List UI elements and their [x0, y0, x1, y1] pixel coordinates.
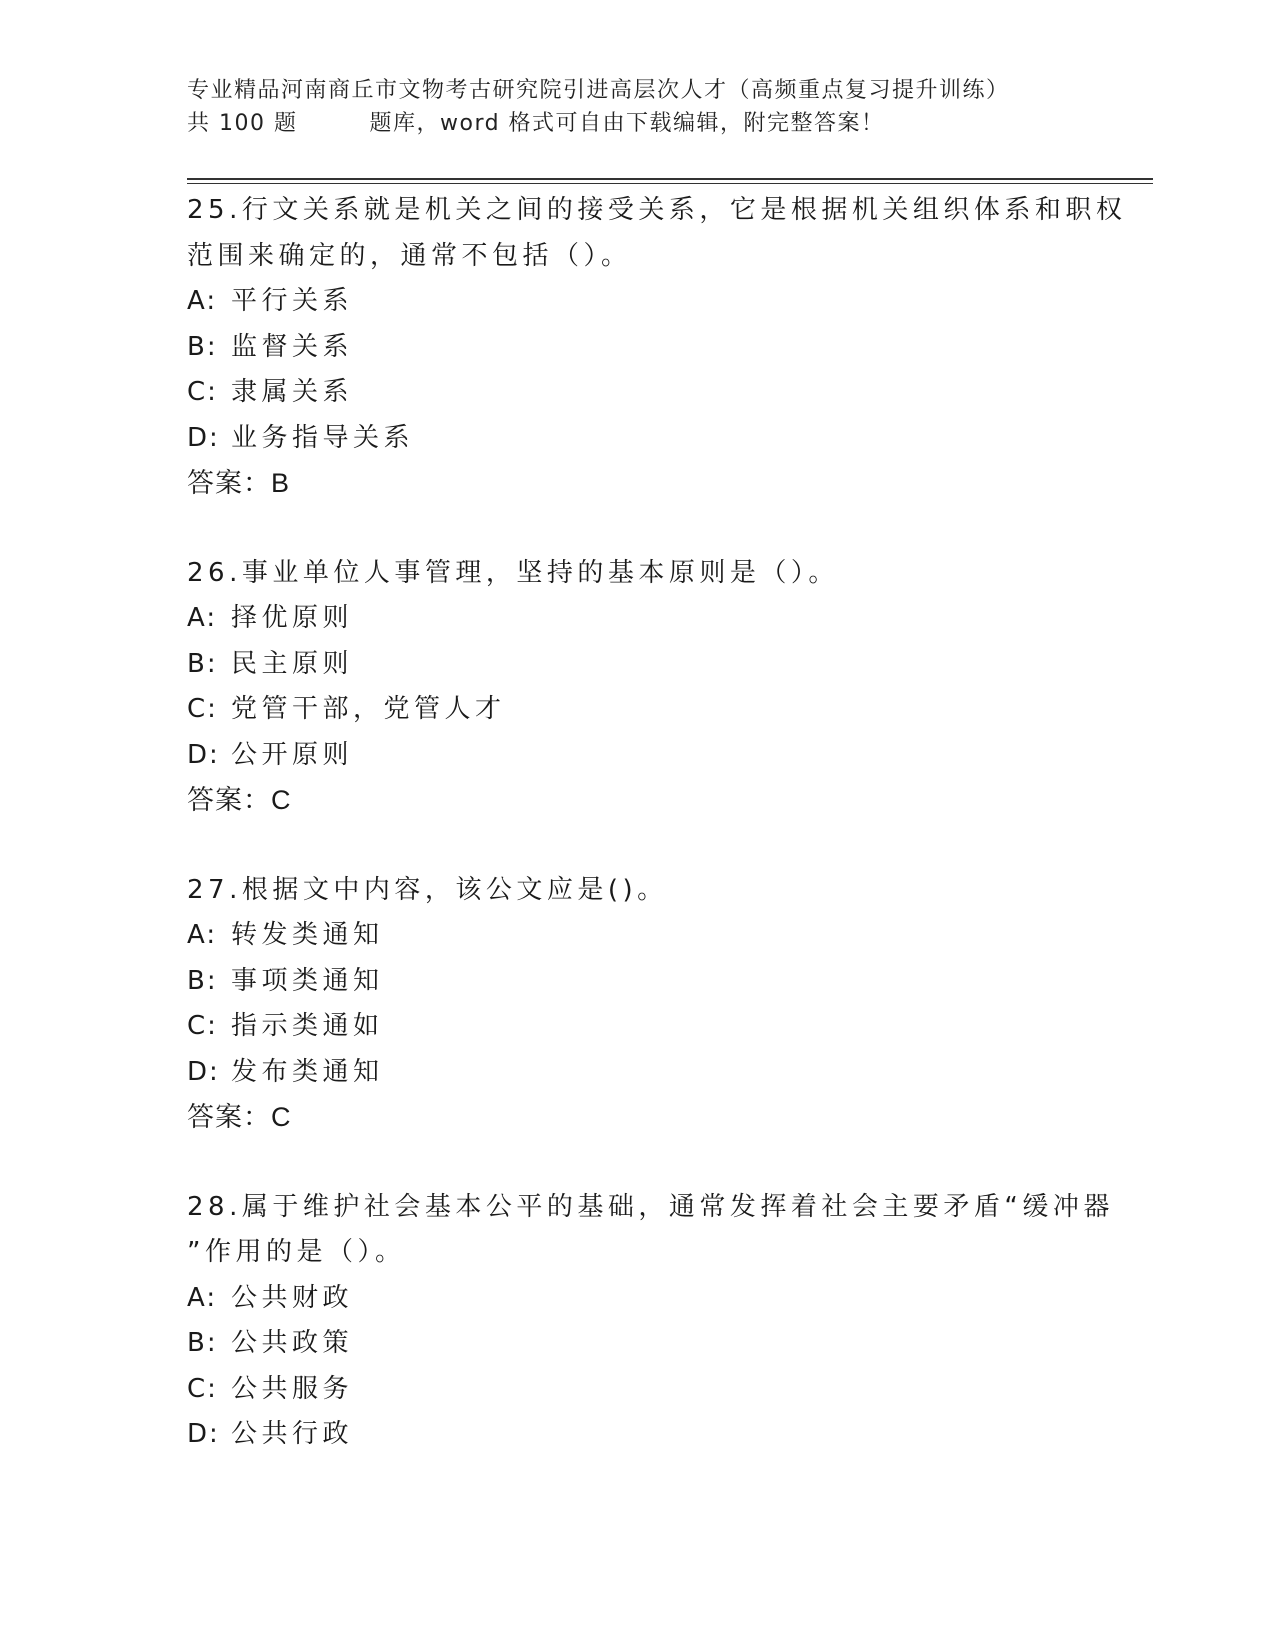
question-25 — [187, 188, 1127, 507]
answer: 答案：C — [187, 1102, 292, 1132]
option-text: 隶属关系 — [231, 377, 354, 407]
header-title: 专业精品河南商丘市文物考古研究院引进高层次人才（高频重点复习提升训练） — [187, 78, 1010, 103]
header-rule-top — [187, 178, 1153, 180]
question-list — [187, 188, 1127, 1502]
question-text: 25.行文关系就是机关之间的接受关系，它是根据机关组织体系和职权 — [187, 195, 1127, 225]
option-key: B: — [187, 1328, 218, 1358]
option-key: B: — [187, 648, 218, 679]
option-text: 公共行政 — [231, 1419, 354, 1449]
option-c — [187, 370, 1087, 416]
option-key: A: — [187, 1282, 218, 1313]
option-b — [187, 325, 1087, 371]
option-key: A: — [187, 286, 218, 316]
question-27 — [187, 868, 1087, 1141]
option-key: C: — [187, 1373, 218, 1404]
option-text: 发布类通知 — [231, 1056, 384, 1087]
option-text: 指示类通如 — [231, 1011, 384, 1041]
question-text: 28.属于维护社会基本公平的基础，通常发挥着社会主要矛盾“缓冲器 — [187, 1191, 1114, 1222]
answer: 答案：C — [187, 785, 292, 815]
option-text: 业务指导关系 — [231, 422, 415, 453]
option-text: 平行关系 — [231, 286, 354, 316]
option-key: C: — [187, 377, 218, 407]
option-key: A: — [187, 603, 218, 633]
question-text: 26.事业单位人事管理，坚持的基本原则是（）。 — [187, 557, 839, 588]
option-d — [187, 733, 1087, 779]
option-key: D: — [187, 1419, 220, 1449]
option-b — [187, 1321, 1087, 1367]
option-text: 监督关系 — [231, 331, 354, 362]
header-subtitle — [187, 107, 1147, 140]
option-a — [187, 913, 1087, 959]
header-rule-bottom — [187, 183, 1153, 184]
header-count: 共 100 题 — [187, 111, 298, 136]
option-text: 民主原则 — [231, 648, 354, 679]
option-d — [187, 416, 1087, 462]
option-text: 转发类通知 — [231, 920, 384, 950]
option-a — [187, 1276, 1087, 1322]
question-text: 27.根据文中内容，该公文应是()。 — [187, 874, 668, 905]
option-key: C: — [187, 1011, 218, 1041]
option-key: B: — [187, 331, 218, 362]
option-c — [187, 687, 1087, 733]
question-28 — [187, 1185, 1114, 1458]
option-d — [187, 1412, 1087, 1458]
option-c — [187, 1367, 1087, 1413]
header-description: 题库，word 格式可自由下载编辑，附完整答案！ — [369, 111, 885, 136]
option-text: 党管干部，党管人才 — [231, 694, 506, 724]
option-key: A: — [187, 920, 218, 950]
option-text: 择优原则 — [231, 603, 354, 633]
page-header — [187, 74, 1147, 140]
option-text: 公开原则 — [231, 739, 354, 770]
question-text: ”作用的是（）。 — [187, 1237, 406, 1267]
option-key: B: — [187, 965, 218, 996]
option-b — [187, 642, 1087, 688]
option-c — [187, 1004, 1087, 1050]
question-text: 范围来确定的，通常不包括（）。 — [187, 240, 632, 271]
option-d — [187, 1050, 1087, 1096]
option-b — [187, 959, 1087, 1005]
question-26 — [187, 551, 1087, 824]
option-key: C: — [187, 694, 218, 724]
option-key: D: — [187, 1056, 220, 1087]
option-a — [187, 596, 1087, 642]
option-text: 公共服务 — [231, 1373, 354, 1404]
option-key: D: — [187, 739, 220, 770]
option-text: 公共财政 — [231, 1282, 354, 1313]
option-key: D: — [187, 422, 220, 453]
option-text: 公共政策 — [231, 1328, 354, 1358]
answer: 答案：B — [187, 468, 291, 498]
option-a — [187, 279, 1087, 325]
option-text: 事项类通知 — [231, 965, 384, 996]
